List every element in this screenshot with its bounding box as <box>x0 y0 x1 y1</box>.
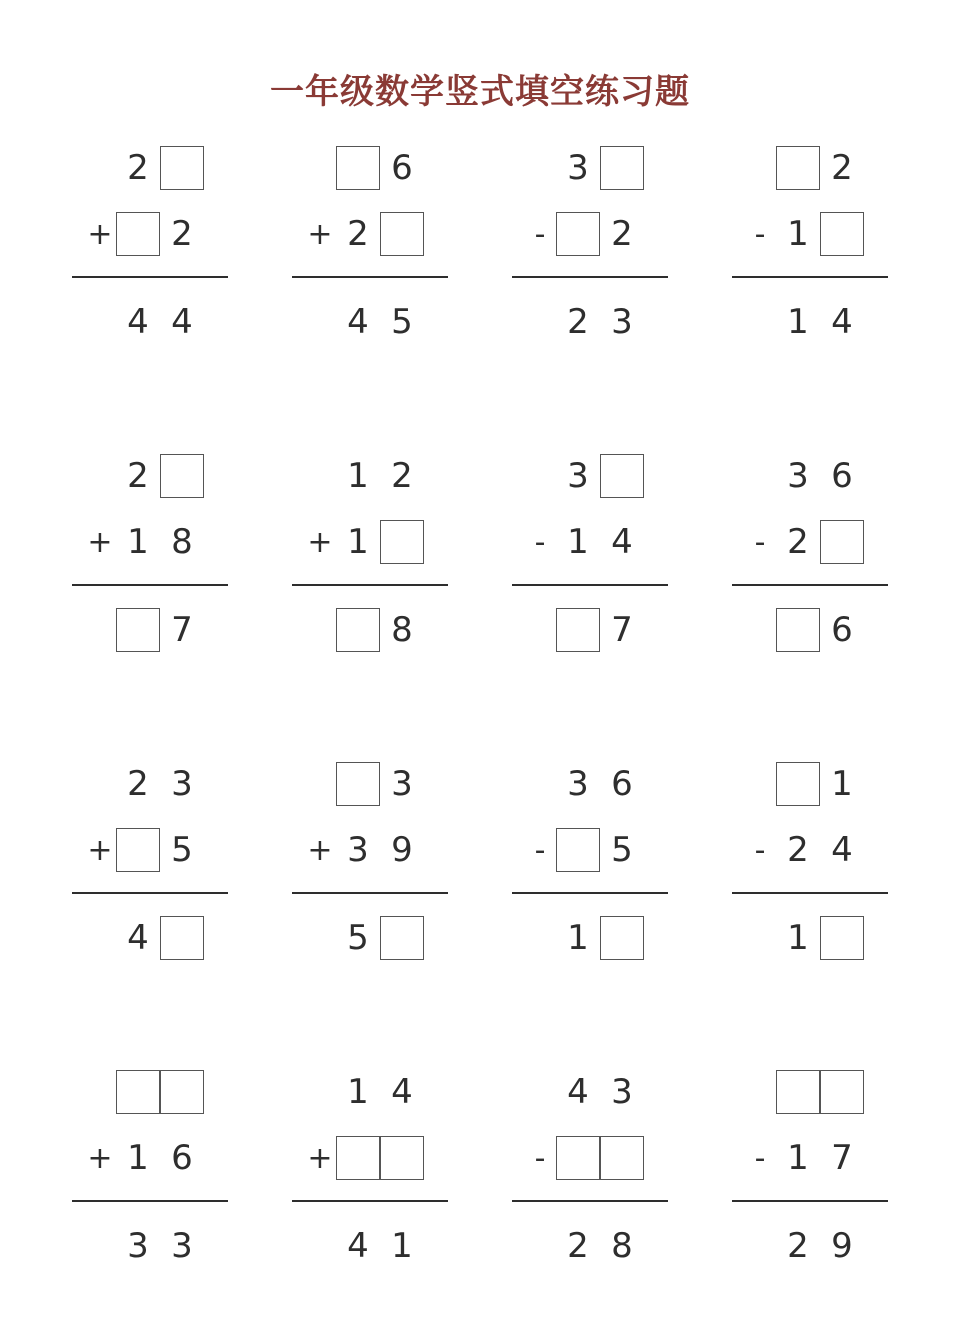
digit: 5 <box>391 302 413 342</box>
digit: 3 <box>567 764 589 804</box>
digit: 2 <box>391 456 413 496</box>
equals-rule <box>292 1200 448 1202</box>
equals-rule <box>512 276 668 278</box>
digit: 7 <box>831 1138 853 1178</box>
answer-box[interactable] <box>820 520 864 564</box>
digit: 2 <box>787 1226 809 1266</box>
answer-box[interactable] <box>776 762 820 806</box>
minus-sign: - <box>754 832 766 868</box>
answer-box[interactable] <box>776 608 820 652</box>
answer-box[interactable] <box>600 916 644 960</box>
answer-box[interactable] <box>336 608 380 652</box>
answer-box[interactable] <box>160 146 204 190</box>
equals-rule <box>512 584 668 586</box>
digit: 6 <box>611 764 633 804</box>
digit: 4 <box>127 302 149 342</box>
digit: 3 <box>171 1226 193 1266</box>
digit: 2 <box>611 214 633 254</box>
vertical-problem <box>292 762 452 962</box>
digit: 1 <box>347 456 369 496</box>
equals-rule <box>512 892 668 894</box>
digit: 5 <box>611 830 633 870</box>
answer-box[interactable] <box>556 608 600 652</box>
equals-rule <box>292 892 448 894</box>
digit: 3 <box>567 456 589 496</box>
digit: 5 <box>171 830 193 870</box>
vertical-problem <box>292 146 452 346</box>
digit: 6 <box>831 610 853 650</box>
plus-sign: + <box>87 524 113 560</box>
vertical-problem <box>732 454 892 654</box>
answer-box[interactable] <box>116 608 160 652</box>
minus-sign: - <box>754 524 766 560</box>
minus-sign: - <box>534 1140 546 1176</box>
digit: 6 <box>831 456 853 496</box>
vertical-problem <box>512 146 672 346</box>
digit: 2 <box>127 764 149 804</box>
digit: 6 <box>391 148 413 188</box>
digit: 2 <box>831 148 853 188</box>
answer-box[interactable] <box>820 212 864 256</box>
worksheet-title: 一年级数学竖式填空练习题 <box>270 72 690 112</box>
equals-rule <box>292 584 448 586</box>
answer-box[interactable] <box>776 146 820 190</box>
answer-box[interactable] <box>160 1070 204 1114</box>
minus-sign: - <box>534 524 546 560</box>
vertical-problem <box>732 1070 892 1270</box>
digit: 9 <box>391 830 413 870</box>
digit: 1 <box>787 214 809 254</box>
answer-box[interactable] <box>116 828 160 872</box>
digit: 8 <box>171 522 193 562</box>
digit: 2 <box>347 214 369 254</box>
vertical-problem <box>72 762 232 962</box>
vertical-problem <box>512 454 672 654</box>
digit: 3 <box>127 1226 149 1266</box>
digit: 1 <box>391 1226 413 1266</box>
digit: 1 <box>127 1138 149 1178</box>
answer-box[interactable] <box>556 212 600 256</box>
digit: 3 <box>347 830 369 870</box>
vertical-problem <box>72 146 232 346</box>
digit: 2 <box>567 302 589 342</box>
digit: 1 <box>787 918 809 958</box>
digit: 3 <box>787 456 809 496</box>
digit: 1 <box>347 1072 369 1112</box>
minus-sign: - <box>534 832 546 868</box>
vertical-problem <box>292 454 452 654</box>
answer-box[interactable] <box>556 828 600 872</box>
plus-sign: + <box>87 832 113 868</box>
digit: 2 <box>567 1226 589 1266</box>
vertical-problem <box>512 1070 672 1270</box>
answer-box[interactable] <box>600 454 644 498</box>
digit: 4 <box>391 1072 413 1112</box>
digit: 5 <box>347 918 369 958</box>
minus-sign: - <box>754 216 766 252</box>
digit: 1 <box>567 918 589 958</box>
digit: 1 <box>787 302 809 342</box>
digit: 2 <box>127 148 149 188</box>
digit: 3 <box>567 148 589 188</box>
answer-box[interactable] <box>116 212 160 256</box>
vertical-problem <box>732 762 892 962</box>
equals-rule <box>72 892 228 894</box>
equals-rule <box>72 1200 228 1202</box>
digit: 1 <box>831 764 853 804</box>
answer-box[interactable] <box>600 146 644 190</box>
digit: 4 <box>347 302 369 342</box>
digit: 1 <box>127 522 149 562</box>
digit: 7 <box>171 610 193 650</box>
equals-rule <box>72 584 228 586</box>
answer-box[interactable] <box>380 916 424 960</box>
digit: 3 <box>611 302 633 342</box>
digit: 2 <box>787 830 809 870</box>
equals-rule <box>732 892 888 894</box>
plus-sign: + <box>307 1140 333 1176</box>
answer-box[interactable] <box>380 212 424 256</box>
vertical-problem <box>512 762 672 962</box>
plus-sign: + <box>307 216 333 252</box>
digit: 4 <box>171 302 193 342</box>
minus-sign: - <box>754 1140 766 1176</box>
digit: 1 <box>567 522 589 562</box>
answer-box[interactable] <box>160 916 204 960</box>
vertical-problem <box>292 1070 452 1270</box>
digit: 4 <box>831 302 853 342</box>
plus-sign: + <box>87 1140 113 1176</box>
plus-sign: + <box>307 832 333 868</box>
answer-box[interactable] <box>116 1070 160 1114</box>
answer-box[interactable] <box>380 520 424 564</box>
answer-box[interactable] <box>380 1136 424 1180</box>
digit: 3 <box>611 1072 633 1112</box>
equals-rule <box>292 276 448 278</box>
digit: 1 <box>787 1138 809 1178</box>
vertical-problem <box>732 146 892 346</box>
digit: 2 <box>171 214 193 254</box>
digit: 4 <box>127 918 149 958</box>
answer-box[interactable] <box>160 454 204 498</box>
plus-sign: + <box>307 524 333 560</box>
digit: 2 <box>787 522 809 562</box>
answer-box[interactable] <box>776 1070 820 1114</box>
digit: 4 <box>831 830 853 870</box>
equals-rule <box>732 276 888 278</box>
equals-rule <box>512 1200 668 1202</box>
answer-box[interactable] <box>600 1136 644 1180</box>
digit: 4 <box>611 522 633 562</box>
answer-box[interactable] <box>336 1136 380 1180</box>
digit: 1 <box>347 522 369 562</box>
digit: 4 <box>347 1226 369 1266</box>
equals-rule <box>72 276 228 278</box>
digit: 6 <box>171 1138 193 1178</box>
digit: 9 <box>831 1226 853 1266</box>
minus-sign: - <box>534 216 546 252</box>
plus-sign: + <box>87 216 113 252</box>
answer-box[interactable] <box>820 916 864 960</box>
answer-box[interactable] <box>556 1136 600 1180</box>
equals-rule <box>732 584 888 586</box>
digit: 7 <box>611 610 633 650</box>
answer-box[interactable] <box>336 146 380 190</box>
digit: 8 <box>611 1226 633 1266</box>
digit: 3 <box>171 764 193 804</box>
vertical-problem <box>72 1070 232 1270</box>
digit: 8 <box>391 610 413 650</box>
answer-box[interactable] <box>336 762 380 806</box>
digit: 4 <box>567 1072 589 1112</box>
digit: 3 <box>391 764 413 804</box>
digit: 2 <box>127 456 149 496</box>
equals-rule <box>732 1200 888 1202</box>
answer-box[interactable] <box>820 1070 864 1114</box>
vertical-problem <box>72 454 232 654</box>
